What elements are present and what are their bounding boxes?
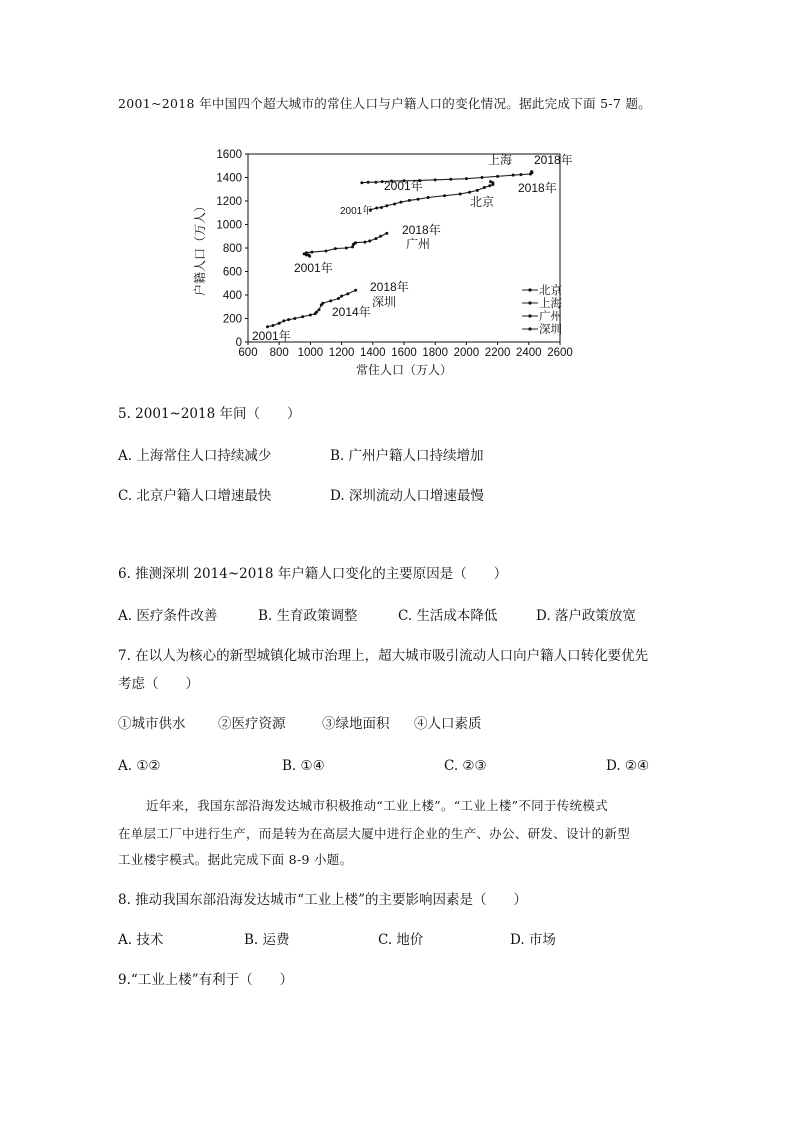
question-7-stem-line1: 7. 在以人为核心的新型城镇化城市治理上，超大城市吸引流动人口向户籍人口转化要优先 xyxy=(118,648,649,664)
x-axis-title: 常住人口（万人） xyxy=(355,363,453,377)
x-tick-label: 1000 xyxy=(297,347,324,359)
q7-option-b[interactable]: B. ①④ xyxy=(282,758,325,774)
q5-option-c[interactable]: C. 北京户籍人口增速最快 xyxy=(118,488,272,504)
data-point-shenzhen xyxy=(309,313,312,316)
data-point-shenzhen xyxy=(329,299,332,302)
x-tick-label: 2200 xyxy=(484,347,511,359)
beijing-2018-label: 2018年 xyxy=(518,181,557,195)
question-9-stem: 9.“工业上楼”有利于（ ） xyxy=(118,972,294,988)
data-point-guangzhou xyxy=(345,247,348,250)
data-point-guangzhou xyxy=(334,247,337,250)
chart-svg xyxy=(188,146,618,378)
passage-line-2: 在单层工厂中进行生产，而是转为在高层大厦中进行企业的生产、办公、研发、设计的新型 xyxy=(118,826,631,841)
legend-label-beijing: 北京 xyxy=(539,285,562,297)
legend-label-shenzhen: 深圳 xyxy=(539,324,562,336)
data-point-beijing xyxy=(483,186,486,189)
chart-annotations xyxy=(252,152,573,343)
data-point-beijing xyxy=(408,199,411,202)
q8-option-c[interactable]: C. 地价 xyxy=(378,932,424,948)
legend-label-guangzhou: 广州 xyxy=(539,311,562,323)
y-tick-label: 1400 xyxy=(216,172,242,185)
q6-option-a[interactable]: A. 医疗条件改善 xyxy=(118,608,218,624)
guangzhou-2001-label: 2001年 xyxy=(294,261,333,275)
passage-line-3: 工业楼宇模式。据此完成下面 8-9 小题。 xyxy=(118,852,353,867)
question-8-stem: 8. 推动我国东部沿海发达城市“工业上楼”的主要影响因素是（ ） xyxy=(118,892,527,908)
question-7-stem-line2: 考虑（ ） xyxy=(118,676,199,692)
data-point-shanghai xyxy=(530,170,533,173)
q7-option-d[interactable]: D. ②④ xyxy=(606,758,650,774)
data-point-shanghai xyxy=(481,176,484,179)
data-point-beijing xyxy=(380,206,383,209)
x-tick-label: 1800 xyxy=(422,347,448,359)
q5-option-b[interactable]: B. 广州户籍人口持续增加 xyxy=(330,448,484,464)
data-point-guangzhou xyxy=(368,239,371,242)
data-point-beijing xyxy=(427,196,430,199)
shenzhen-2014-label: 2014年 xyxy=(332,305,371,319)
x-tick-label: 1200 xyxy=(328,347,355,359)
guangzhou-label: 广州 xyxy=(406,237,431,251)
shenzhen-label: 深圳 xyxy=(372,295,397,309)
data-point-beijing xyxy=(385,204,388,207)
y-tick-label: 400 xyxy=(222,290,242,302)
q7-item-2: ②医疗资源 xyxy=(218,716,286,732)
data-point-shenzhen xyxy=(354,289,357,292)
y-tick-label: 600 xyxy=(222,266,242,279)
y-tick-label: 0 xyxy=(235,337,242,349)
data-point-shenzhen xyxy=(266,325,269,328)
shenzhen-2001-label: 2001年 xyxy=(252,329,291,343)
q5-option-a[interactable]: A. 上海常住人口持续减少 xyxy=(118,448,272,464)
x-tick-label: 2400 xyxy=(516,347,542,359)
data-point-shenzhen xyxy=(293,317,296,320)
q8-option-b[interactable]: B. 运费 xyxy=(244,932,290,948)
question-6-stem: 6. 推测深圳 2014~2018 年户籍人口变化的主要原因是（ ） xyxy=(118,566,508,582)
q6-option-c[interactable]: C. 生活成本降低 xyxy=(398,608,498,624)
data-point-shanghai xyxy=(374,181,377,184)
question-5-stem: 5. 2001~2018 年间（ ） xyxy=(118,406,301,422)
data-point-beijing xyxy=(489,180,492,183)
data-point-shenzhen xyxy=(315,311,318,314)
q7-item-3: ③绿地面积 xyxy=(322,716,390,732)
data-point-shanghai xyxy=(496,175,499,178)
data-point-shanghai xyxy=(520,173,523,176)
guangzhou-2018-label: 2018年 xyxy=(402,223,441,237)
y-tick-label: 200 xyxy=(222,313,242,326)
q8-option-d[interactable]: D. 市场 xyxy=(510,932,556,948)
data-point-shenzhen xyxy=(346,292,349,295)
data-point-guangzhou xyxy=(354,241,357,244)
legend-marker-guangzhou xyxy=(528,314,531,317)
data-point-shanghai xyxy=(434,178,437,181)
data-point-guangzhou xyxy=(385,232,388,235)
chart-series xyxy=(266,170,533,328)
y-tick-label: 1200 xyxy=(216,196,242,208)
q7-option-a[interactable]: A. ①② xyxy=(118,758,161,774)
shanghai-label: 上海 xyxy=(488,153,513,167)
data-point-beijing xyxy=(476,189,479,192)
q5-option-d[interactable]: D. 深圳流动人口增速最慢 xyxy=(330,488,484,504)
x-tick-label: 1600 xyxy=(391,347,417,359)
data-point-guangzhou xyxy=(310,251,313,254)
legend-marker-shenzhen xyxy=(528,327,531,330)
passage-line-1: 近年来，我国东部沿海发达城市积极推动“工业上楼”。“工业上楼”不同于传统模式 xyxy=(146,798,608,813)
data-point-shanghai xyxy=(512,174,515,177)
data-point-beijing xyxy=(459,192,462,195)
data-point-beijing xyxy=(393,202,396,205)
x-tick-label: 600 xyxy=(238,347,258,359)
q7-item-1: ①城市供水 xyxy=(118,716,186,732)
shenzhen-2018-label: 2018年 xyxy=(370,280,409,294)
beijing-2001-label: 2001年 xyxy=(340,206,373,217)
beijing-label: 北京 xyxy=(470,195,495,209)
q6-option-b[interactable]: B. 生育政策调整 xyxy=(258,608,358,624)
data-point-shenzhen xyxy=(287,318,290,321)
data-point-guangzhou xyxy=(379,235,382,238)
data-point-shenzhen xyxy=(301,315,304,318)
data-point-guangzhou xyxy=(364,241,367,244)
q7-option-c[interactable]: C. ②③ xyxy=(444,758,487,774)
data-point-shanghai xyxy=(360,181,363,184)
population-chart xyxy=(188,146,618,378)
x-tick-label: 2600 xyxy=(547,347,573,359)
x-tick-label: 2000 xyxy=(453,347,480,359)
data-point-guangzhou xyxy=(305,251,308,254)
data-point-shanghai xyxy=(449,178,452,181)
legend-marker-shanghai xyxy=(528,301,531,304)
shanghai-2018-label: 2018年 xyxy=(534,153,573,167)
shanghai-2001-label: 2001年 xyxy=(384,179,423,193)
legend-label-shanghai: 上海 xyxy=(539,298,562,310)
data-point-shenzhen xyxy=(321,302,324,305)
data-point-guangzhou xyxy=(325,249,328,252)
data-point-beijing xyxy=(488,184,491,187)
chart-legend xyxy=(522,283,562,336)
data-point-shenzhen xyxy=(282,319,285,322)
y-tick-label: 1600 xyxy=(216,149,242,161)
intro-text: 2001~2018 年中国四个超大城市的常住人口与户籍人口的变化情况。据此完成下面 5-7 题。 xyxy=(118,96,652,111)
data-point-beijing xyxy=(375,207,378,210)
q8-option-a[interactable]: A. 技术 xyxy=(118,932,164,948)
q7-item-4: ④人口素质 xyxy=(414,716,482,732)
series-line-guangzhou xyxy=(304,233,387,256)
y-tick-label: 1000 xyxy=(216,219,242,232)
y-axis-title: 户籍人口（万人） xyxy=(193,199,207,297)
y-tick-label: 800 xyxy=(222,243,242,255)
q6-option-d[interactable]: D. 落户政策放宽 xyxy=(536,608,636,624)
data-point-beijing xyxy=(417,198,420,201)
chart-axes xyxy=(192,149,573,377)
data-point-shenzhen xyxy=(278,322,281,325)
data-point-beijing xyxy=(443,194,446,197)
data-point-guangzhou xyxy=(374,237,377,240)
data-point-shenzhen xyxy=(340,295,343,298)
legend-marker-beijing xyxy=(528,288,531,291)
data-point-beijing xyxy=(399,201,402,204)
data-point-shenzhen xyxy=(337,297,340,300)
data-point-shenzhen xyxy=(317,308,320,311)
data-point-shenzhen xyxy=(271,324,274,327)
data-point-shanghai xyxy=(465,177,468,180)
x-tick-label: 1400 xyxy=(360,347,386,359)
data-point-beijing xyxy=(468,191,471,194)
data-point-shanghai xyxy=(367,181,370,184)
x-tick-label: 800 xyxy=(269,347,289,359)
